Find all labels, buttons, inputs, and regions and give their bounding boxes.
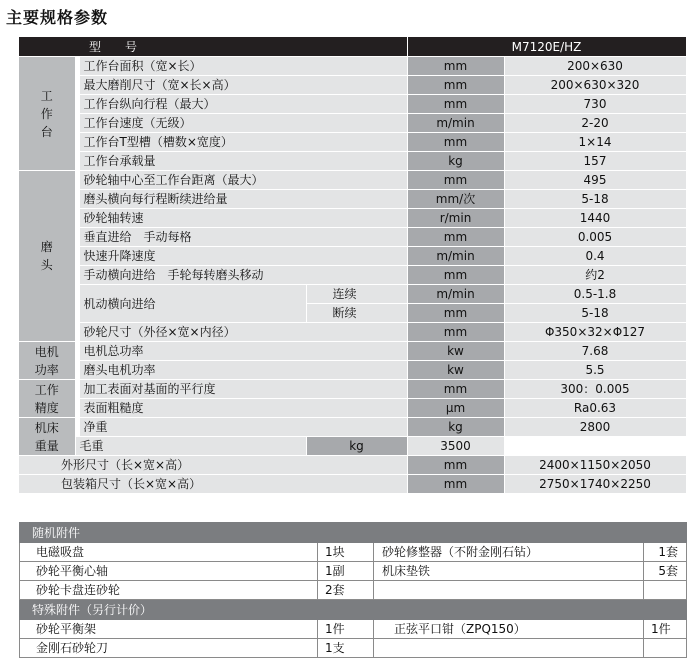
spec-value: 5-18 bbox=[504, 304, 686, 323]
spec-unit: r/min bbox=[407, 209, 504, 228]
spec-unit: mm bbox=[407, 304, 504, 323]
model-label: 型 号 bbox=[19, 37, 407, 57]
table-row bbox=[19, 114, 686, 133]
spec-unit: kg bbox=[407, 418, 504, 437]
item-qty: 1件 bbox=[318, 620, 374, 639]
spec-value: 5.5 bbox=[504, 361, 686, 380]
spec-name: 垂直进给 手动每格 bbox=[79, 228, 407, 247]
table-row bbox=[19, 399, 686, 418]
spec-name: 磨头电机功率 bbox=[79, 361, 407, 380]
item-qty: 1块 bbox=[318, 543, 374, 562]
spec-name: 磨头横向每行程断续进给量 bbox=[79, 190, 407, 209]
spec-name: 加工表面对基面的平行度 bbox=[79, 380, 407, 399]
spec-name: 砂轮尺寸（外径×宽×内径） bbox=[79, 323, 407, 342]
spec-unit: mm bbox=[407, 266, 504, 285]
group-label-table: 工 作 台 bbox=[19, 57, 75, 171]
table-row bbox=[19, 437, 686, 456]
spec-name: 包装箱尺寸（长×宽×高） bbox=[19, 475, 407, 494]
spec-value: 2800 bbox=[504, 418, 686, 437]
spec-name: 工作台纵向行程（最大） bbox=[79, 95, 407, 114]
list-item bbox=[20, 639, 687, 658]
spec-value: Φ350×32×Φ127 bbox=[504, 323, 686, 342]
item-qty bbox=[644, 639, 687, 658]
table-row bbox=[19, 95, 686, 114]
table-row bbox=[19, 190, 686, 209]
table-row bbox=[19, 323, 686, 342]
spec-unit: mm bbox=[407, 323, 504, 342]
table-row bbox=[19, 361, 686, 380]
spec-value: 200×630×320 bbox=[504, 76, 686, 95]
accessories-title: 随机附件 bbox=[20, 523, 687, 543]
table-row bbox=[19, 152, 686, 171]
spec-subname: 断续 bbox=[306, 304, 407, 323]
spec-value: 3500 bbox=[407, 437, 504, 456]
spec-name: 工作台T型槽（槽数×宽度） bbox=[79, 133, 407, 152]
table-row bbox=[19, 380, 686, 399]
group-label-motor: 电机 功率 bbox=[19, 342, 75, 380]
spec-name: 手动横向进给 手轮每转磨头移动 bbox=[79, 266, 407, 285]
item-name: 电磁吸盘 bbox=[20, 543, 318, 562]
special-accessories-header bbox=[20, 600, 687, 620]
spec-unit: mm/次 bbox=[407, 190, 504, 209]
spec-unit: m/min bbox=[407, 114, 504, 133]
spec-value: 2-20 bbox=[504, 114, 686, 133]
special-accessories-title: 特殊附件（另行计价） bbox=[20, 600, 687, 620]
item-name: 金刚石砂轮刀 bbox=[20, 639, 318, 658]
list-item bbox=[20, 562, 687, 581]
table-row bbox=[19, 133, 686, 152]
spec-value: 157 bbox=[504, 152, 686, 171]
spec-unit: mm bbox=[407, 57, 504, 76]
spec-name: 砂轮轴中心至工作台距离（最大） bbox=[79, 171, 407, 190]
spec-unit: mm bbox=[407, 171, 504, 190]
spec-value: 2400×1150×2050 bbox=[504, 456, 686, 475]
spec-name: 机动横向进给 bbox=[79, 285, 306, 323]
item-qty: 1件 bbox=[644, 620, 687, 639]
item-name bbox=[374, 639, 644, 658]
group-label-head: 磨 头 bbox=[19, 171, 75, 342]
item-qty: 5套 bbox=[644, 562, 687, 581]
spec-name: 表面粗糙度 bbox=[79, 399, 407, 418]
item-name: 砂轮修整器（不附金刚石钻） bbox=[374, 543, 644, 562]
spec-name: 工作台速度（无级） bbox=[79, 114, 407, 133]
item-qty: 1套 bbox=[644, 543, 687, 562]
spec-name: 电机总功率 bbox=[79, 342, 407, 361]
item-qty: 1支 bbox=[318, 639, 374, 658]
table-row bbox=[19, 475, 686, 494]
spec-value: 2750×1740×2250 bbox=[504, 475, 686, 494]
spec-value: 1440 bbox=[504, 209, 686, 228]
table-row bbox=[19, 76, 686, 95]
spec-unit: kw bbox=[407, 342, 504, 361]
table-row bbox=[19, 171, 686, 190]
item-name: 正弦平口钳（ZPQ150） bbox=[374, 620, 644, 639]
table-row bbox=[19, 285, 686, 304]
item-qty: 1副 bbox=[318, 562, 374, 581]
item-name bbox=[374, 581, 644, 600]
spec-name: 砂轮轴转速 bbox=[79, 209, 407, 228]
spec-unit: mm bbox=[407, 95, 504, 114]
item-name: 砂轮平衡心轴 bbox=[20, 562, 318, 581]
table-row bbox=[19, 418, 686, 437]
spec-value: 7.68 bbox=[504, 342, 686, 361]
spec-name: 外形尺寸（长×宽×高） bbox=[19, 456, 407, 475]
spec-unit: mm bbox=[407, 475, 504, 494]
spec-name: 工作台承载量 bbox=[79, 152, 407, 171]
spec-name: 最大磨削尺寸（宽×长×高） bbox=[79, 76, 407, 95]
spec-unit: kw bbox=[407, 361, 504, 380]
spec-value: 0.005 bbox=[504, 228, 686, 247]
spec-value: 5-18 bbox=[504, 190, 686, 209]
spec-unit: μm bbox=[407, 399, 504, 418]
spec-name: 工作台面积（宽×长） bbox=[79, 57, 407, 76]
spec-unit: m/min bbox=[407, 285, 504, 304]
group-label-precision: 工作 精度 bbox=[19, 380, 75, 418]
spec-value: 0.4 bbox=[504, 247, 686, 266]
list-item bbox=[20, 620, 687, 639]
spec-value: 300：0.005 bbox=[504, 380, 686, 399]
spec-value: Ra0.63 bbox=[504, 399, 686, 418]
spec-value: 200×630 bbox=[504, 57, 686, 76]
accessories-table bbox=[19, 522, 687, 658]
group-label-weight: 机床 重量 bbox=[19, 418, 75, 456]
spec-value: 495 bbox=[504, 171, 686, 190]
item-name: 机床垫铁 bbox=[374, 562, 644, 581]
table-row bbox=[19, 266, 686, 285]
spec-value: 730 bbox=[504, 95, 686, 114]
spec-value: 约2 bbox=[504, 266, 686, 285]
spec-unit: m/min bbox=[407, 247, 504, 266]
page-title: 主要规格参数 bbox=[6, 8, 109, 27]
spec-name: 净重 bbox=[79, 418, 407, 437]
spec-unit: mm bbox=[407, 133, 504, 152]
table-row bbox=[19, 228, 686, 247]
table-row bbox=[19, 209, 686, 228]
spec-unit: mm bbox=[407, 76, 504, 95]
spec-unit: kg bbox=[407, 152, 504, 171]
spec-name: 毛重 bbox=[75, 437, 306, 456]
spec-unit: mm bbox=[407, 456, 504, 475]
table-row bbox=[19, 342, 686, 361]
spec-unit: mm bbox=[407, 228, 504, 247]
table-row bbox=[19, 247, 686, 266]
spec-name: 快速升降速度 bbox=[79, 247, 407, 266]
spec-unit: kg bbox=[306, 437, 407, 456]
item-qty bbox=[644, 581, 687, 600]
item-qty: 2套 bbox=[318, 581, 374, 600]
spec-value: 0.5-1.8 bbox=[504, 285, 686, 304]
accessories-header bbox=[20, 523, 687, 543]
item-name: 砂轮平衡架 bbox=[20, 620, 318, 639]
table-row bbox=[19, 456, 686, 475]
model-header-row bbox=[19, 37, 686, 57]
spec-unit: mm bbox=[407, 380, 504, 399]
table-row bbox=[19, 57, 686, 76]
list-item bbox=[20, 543, 687, 562]
item-name: 砂轮卡盘连砂轮 bbox=[20, 581, 318, 600]
model-value: M7120E/HZ bbox=[407, 37, 686, 57]
list-item bbox=[20, 581, 687, 600]
spec-subname: 连续 bbox=[306, 285, 407, 304]
spec-table bbox=[19, 37, 687, 494]
spec-value: 1×14 bbox=[504, 133, 686, 152]
